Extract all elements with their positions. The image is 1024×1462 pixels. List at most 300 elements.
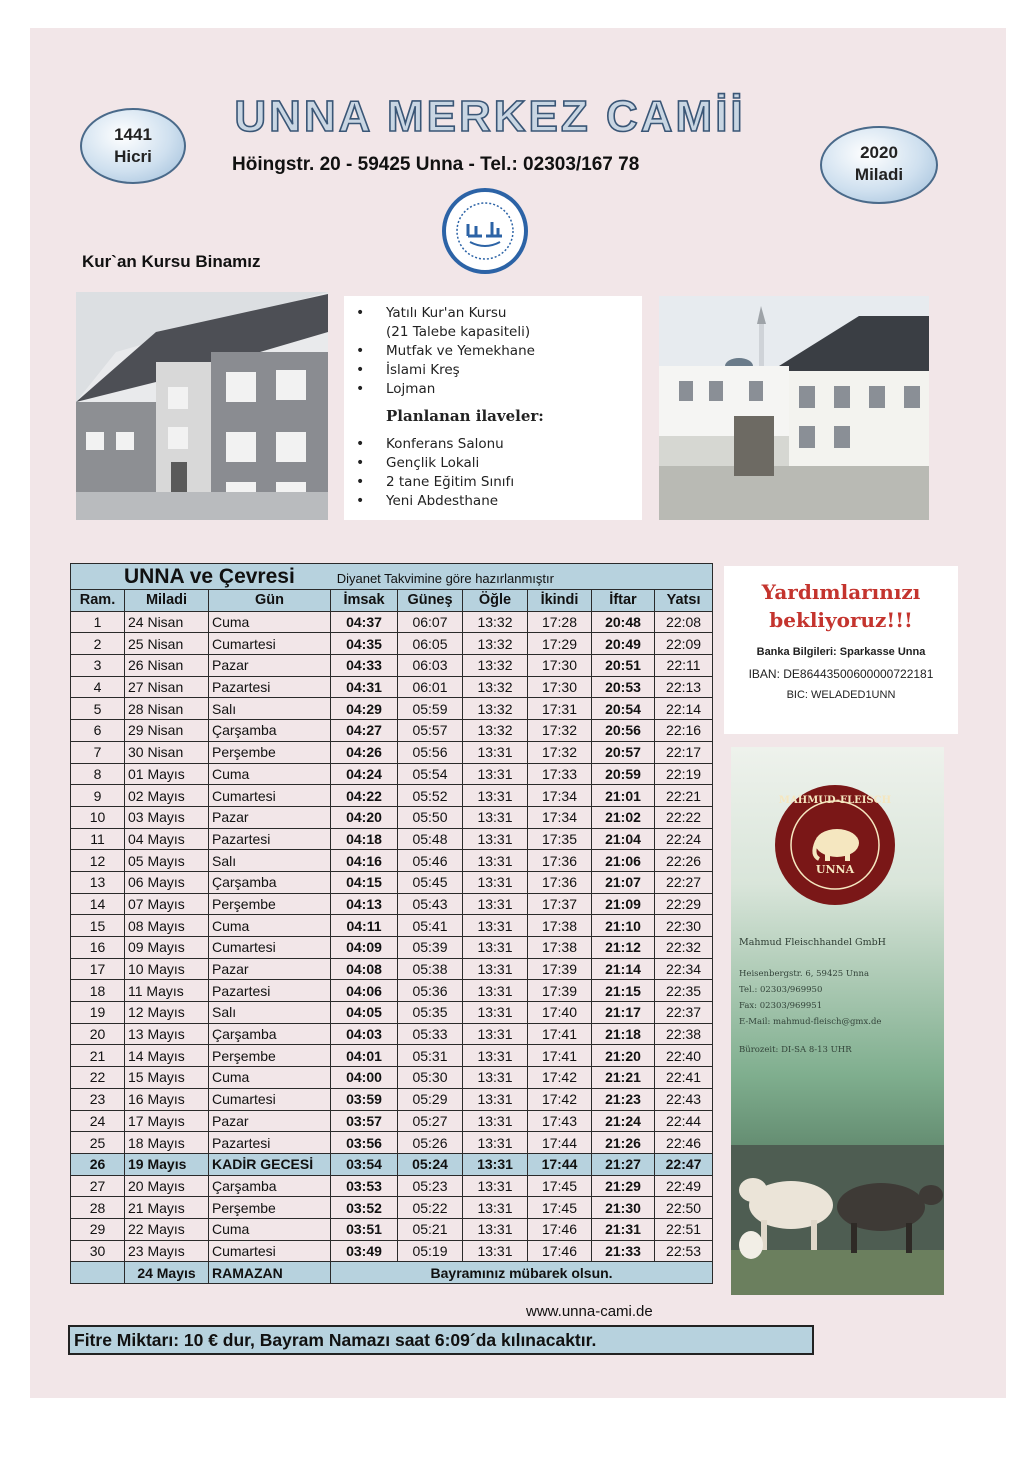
planned-list [344,435,642,511]
cell-ikindi: 17:46 [528,1240,592,1262]
table-title: UNNA ve Çevresi [124,564,295,588]
cell-weekday: Cuma [209,1218,331,1240]
butcher-hours: Bürozeit: DI-SA 8-13 UHR [739,1045,852,1055]
cell-date: 09 Mayıs [125,937,209,959]
cell-weekday: Salı [209,850,331,872]
cell-yatsi: 22:49 [655,1175,713,1197]
cell-ikindi: 17:35 [528,828,592,850]
cell-date: 30 Nisan [125,741,209,763]
donation-box [724,566,958,734]
cell-weekday: Çarşamba [209,720,331,742]
cell-weekday: Cumartesi [209,1088,331,1110]
cell-ogle: 13:31 [463,937,528,959]
cell-ramazan-day: 18 [71,980,125,1002]
cell-ramazan-day: 17 [71,958,125,980]
table-subtitle: Diyanet Takvimine göre hazırlanmıştır [336,570,554,586]
cell-ramazan-day: 20 [71,1023,125,1045]
cell-yatsi: 22:38 [655,1023,713,1045]
cell-ogle: 13:32 [463,633,528,655]
cell-iftar: 21:29 [592,1175,655,1197]
butcher-advertisement [731,747,944,1295]
cell-ramazan-day: 5 [71,698,125,720]
cell-ogle: 13:31 [463,893,528,915]
cell-ikindi: 17:46 [528,1218,592,1240]
cell-weekday: Cumartesi [209,785,331,807]
cell-iftar: 21:21 [592,1067,655,1089]
cell-date: 16 Mayıs [125,1088,209,1110]
planned-item: • Yeni Abdesthane [386,492,642,511]
cell-ikindi: 17:42 [528,1088,592,1110]
cell-iftar: 20:56 [592,720,655,742]
cell-ramazan-day: 15 [71,915,125,937]
col-header-ikindi: İkindi [528,590,592,612]
feature-item: • Lojman [386,380,642,399]
cell-imsak: 03:51 [331,1218,398,1240]
cell-imsak: 03:49 [331,1240,398,1262]
page-title: UNNA MERKEZ CAMİİ [234,92,746,141]
cell-ramazan-day: 29 [71,1218,125,1240]
cell-gunes: 05:56 [398,741,463,763]
cell-gunes: 05:59 [398,698,463,720]
cell-ramazan-day: 4 [71,676,125,698]
cell-ogle: 13:31 [463,1088,528,1110]
cell-iftar: 21:01 [592,785,655,807]
cell-yatsi: 22:08 [655,611,713,633]
cell-weekday: Cumartesi [209,1240,331,1262]
cell-yatsi: 22:19 [655,763,713,785]
bank-bic: BIC: WELADED1UNN [786,689,896,701]
cell-date: 14 Mayıs [125,1045,209,1067]
cell-iftar: 20:54 [592,698,655,720]
table-caption [71,564,713,590]
cell-gunes: 05:36 [398,980,463,1002]
hicri-label: Hicri [114,147,152,166]
cell-ogle: 13:32 [463,611,528,633]
final-row-empty [71,1262,125,1284]
cell-weekday: Perşembe [209,1045,331,1067]
mosque-address: Höingstr. 20 - 59425 Unna - Tel.: 02303/167 78 [232,154,640,175]
cell-ikindi: 17:36 [528,871,592,893]
table-row [71,1002,713,1024]
cell-ogle: 13:31 [463,785,528,807]
cell-ikindi: 17:30 [528,676,592,698]
mosque-photo [659,296,929,520]
cell-gunes: 05:45 [398,871,463,893]
cell-imsak: 04:05 [331,1002,398,1024]
col-header-imsak: İmsak [331,590,398,612]
cell-date: 17 Mayıs [125,1110,209,1132]
col-header-ogle: Öğle [463,590,528,612]
cell-date: 03 Mayıs [125,806,209,828]
table-body [71,611,713,1262]
cell-yatsi: 22:32 [655,937,713,959]
cell-imsak: 04:01 [331,1045,398,1067]
cell-date: 15 Mayıs [125,1067,209,1089]
cell-date: 02 Mayıs [125,785,209,807]
cell-ikindi: 17:44 [528,1153,592,1175]
cell-yatsi: 22:27 [655,871,713,893]
cell-ikindi: 17:38 [528,915,592,937]
cell-date: 18 Mayıs [125,1132,209,1154]
donation-heading-line2: bekliyoruz!!! [769,608,913,632]
cell-ikindi: 17:34 [528,806,592,828]
cell-weekday: Cuma [209,1067,331,1089]
planned-item: • Gençlik Lokali [386,454,642,473]
cell-imsak: 03:54 [331,1153,398,1175]
cell-weekday: Pazartesi [209,980,331,1002]
cell-gunes: 06:05 [398,633,463,655]
table-row [71,1132,713,1154]
cell-yatsi: 22:21 [655,785,713,807]
cell-gunes: 05:21 [398,1218,463,1240]
cell-gunes: 05:50 [398,806,463,828]
butcher-brand: MAHMUD-FLEISCH [778,795,892,806]
miladi-year: 2020 [860,143,898,162]
cell-ikindi: 17:28 [528,611,592,633]
cell-gunes: 05:19 [398,1240,463,1262]
cell-date: 06 Mayıs [125,871,209,893]
cell-iftar: 21:14 [592,958,655,980]
table-row [71,937,713,959]
cell-weekday: Çarşamba [209,1175,331,1197]
table-row [71,1218,713,1240]
miladi-year-badge [820,126,938,204]
cell-ramazan-day: 9 [71,785,125,807]
cell-imsak: 03:57 [331,1110,398,1132]
cell-iftar: 20:53 [592,676,655,698]
cell-ramazan-day: 24 [71,1110,125,1132]
cell-weekday: Pazartesi [209,676,331,698]
cell-gunes: 05:27 [398,1110,463,1132]
cell-ogle: 13:31 [463,806,528,828]
final-row-message: Bayramınız mübarek olsun. [331,1262,713,1284]
cell-iftar: 21:23 [592,1088,655,1110]
cell-iftar: 21:12 [592,937,655,959]
cell-ogle: 13:32 [463,698,528,720]
fitre-notice: Fitre Miktarı: 10 € dur, Bayram Namazı saat 6:09´da kılınacaktır. [68,1325,814,1355]
planned-item: • Konferans Salonu [386,435,642,454]
cell-imsak: 04:20 [331,806,398,828]
table-row [71,720,713,742]
cell-date: 24 Nisan [125,611,209,633]
cell-iftar: 21:09 [592,893,655,915]
table-row [71,1240,713,1262]
mammoth-icon [775,785,895,905]
table-row [71,655,713,677]
hicri-year-badge [80,108,186,184]
cell-ramazan-day: 1 [71,611,125,633]
cell-date: 25 Nisan [125,633,209,655]
table-row [71,1175,713,1197]
miladi-label: Miladi [854,165,904,184]
cell-ikindi: 17:41 [528,1045,592,1067]
col-header-yatsi: Yatsı [655,590,713,612]
cell-yatsi: 22:29 [655,893,713,915]
cell-yatsi: 22:41 [655,1067,713,1089]
bank-iban: IBAN: DE86443500600000722181 [748,667,934,681]
cell-yatsi: 22:53 [655,1240,713,1262]
butcher-logo [775,785,895,905]
cell-ogle: 13:31 [463,828,528,850]
cell-ogle: 13:31 [463,1132,528,1154]
cell-ogle: 13:31 [463,871,528,893]
table-row [71,828,713,850]
cell-weekday: Salı [209,1002,331,1024]
cell-weekday: Cumartesi [209,937,331,959]
cell-ogle: 13:31 [463,915,528,937]
cell-ikindi: 17:40 [528,1002,592,1024]
features-list [344,304,642,399]
cell-ramazan-day: 19 [71,1002,125,1024]
cell-imsak: 04:11 [331,915,398,937]
cell-weekday: Pazar [209,1110,331,1132]
butcher-phone: Tel.: 02303/969950 [739,985,823,995]
cell-yatsi: 22:51 [655,1218,713,1240]
cell-imsak: 04:37 [331,611,398,633]
cell-ikindi: 17:38 [528,937,592,959]
cell-weekday: Cumartesi [209,633,331,655]
cell-gunes: 05:41 [398,915,463,937]
cell-date: 21 Mayıs [125,1197,209,1219]
cell-yatsi: 22:26 [655,850,713,872]
cell-imsak: 03:53 [331,1175,398,1197]
cell-ikindi: 17:42 [528,1067,592,1089]
cell-gunes: 05:54 [398,763,463,785]
table-row [71,763,713,785]
cell-date: 10 Mayıs [125,958,209,980]
cell-ikindi: 17:43 [528,1110,592,1132]
col-header-gunes: Güneş [398,590,463,612]
cell-ramazan-day: 22 [71,1067,125,1089]
cell-ramazan-day: 23 [71,1088,125,1110]
cell-ogle: 13:31 [463,1175,528,1197]
planned-item: • 2 tane Eğitim Sınıfı [386,473,642,492]
cell-ogle: 13:31 [463,741,528,763]
cell-yatsi: 22:17 [655,741,713,763]
cell-yatsi: 22:09 [655,633,713,655]
cell-gunes: 05:23 [398,1175,463,1197]
cell-ikindi: 17:30 [528,655,592,677]
cell-date: 23 Mayıs [125,1240,209,1262]
cell-gunes: 06:01 [398,676,463,698]
cell-date: 20 Mayıs [125,1175,209,1197]
cell-imsak: 03:59 [331,1088,398,1110]
table-row [71,1088,713,1110]
prayer-times-table [70,563,713,1284]
cell-ramazan-day: 21 [71,1045,125,1067]
cell-gunes: 05:30 [398,1067,463,1089]
cell-yatsi: 22:16 [655,720,713,742]
butcher-address: Heisenbergstr. 6, 59425 Unna [739,969,870,979]
cell-yatsi: 22:44 [655,1110,713,1132]
cell-weekday: Pazar [209,655,331,677]
bank-name: Banka Bilgileri: Sparkasse Unna [756,646,926,658]
cell-ramazan-day: 28 [71,1197,125,1219]
planned-heading: Planlanan ilaveler: [386,407,544,425]
cell-iftar: 21:20 [592,1045,655,1067]
cell-imsak: 04:06 [331,980,398,1002]
cell-ikindi: 17:34 [528,785,592,807]
cell-ogle: 13:32 [463,676,528,698]
cell-ramazan-day: 14 [71,893,125,915]
cell-iftar: 21:24 [592,1110,655,1132]
cell-yatsi: 22:43 [655,1088,713,1110]
cell-iftar: 21:15 [592,980,655,1002]
diyanet-logo [442,188,528,274]
cell-date: 12 Mayıs [125,1002,209,1024]
cell-ramazan-day: 10 [71,806,125,828]
cell-gunes: 05:35 [398,1002,463,1024]
cell-ogle: 13:31 [463,1067,528,1089]
table-row [71,1067,713,1089]
cell-weekday: Salı [209,698,331,720]
cell-iftar: 21:30 [592,1197,655,1219]
table-row [71,893,713,915]
table-row [71,698,713,720]
cell-ogle: 13:31 [463,1110,528,1132]
table-row [71,806,713,828]
cell-yatsi: 22:37 [655,1002,713,1024]
cell-ogle: 13:31 [463,980,528,1002]
cell-gunes: 06:07 [398,611,463,633]
cell-ogle: 13:32 [463,720,528,742]
table-row [71,958,713,980]
butcher-company: Mahmud Fleischhandel GmbH [739,937,886,948]
cell-iftar: 21:33 [592,1240,655,1262]
cell-gunes: 05:24 [398,1153,463,1175]
cell-ikindi: 17:45 [528,1175,592,1197]
cell-ramazan-day: 3 [71,655,125,677]
donation-heading [724,578,958,634]
cell-ikindi: 17:32 [528,741,592,763]
cell-ramazan-day: 27 [71,1175,125,1197]
cell-weekday: Pazartesi [209,1132,331,1154]
cell-imsak: 04:35 [331,633,398,655]
cell-ikindi: 17:39 [528,980,592,1002]
cell-date: 08 Mayıs [125,915,209,937]
table-row [71,1023,713,1045]
table-row [71,1153,713,1175]
cell-ramazan-day: 6 [71,720,125,742]
cell-gunes: 05:46 [398,850,463,872]
table-row [71,633,713,655]
cell-ikindi: 17:32 [528,720,592,742]
cell-imsak: 04:08 [331,958,398,980]
cell-imsak: 04:16 [331,850,398,872]
cell-date: 13 Mayıs [125,1023,209,1045]
hicri-year: 1441 [114,125,152,144]
cell-yatsi: 22:30 [655,915,713,937]
cell-date: 01 Mayıs [125,763,209,785]
cell-gunes: 05:48 [398,828,463,850]
cell-ramazan-day: 30 [71,1240,125,1262]
cell-ramazan-day: 11 [71,828,125,850]
cell-weekday: Çarşamba [209,871,331,893]
cell-yatsi: 22:24 [655,828,713,850]
cell-ramazan-day: 26 [71,1153,125,1175]
building-features-box [344,296,642,520]
cell-iftar: 21:27 [592,1153,655,1175]
cell-ikindi: 17:36 [528,850,592,872]
cell-weekday: Pazartesi [209,828,331,850]
cell-weekday: Cuma [209,611,331,633]
cell-date: 27 Nisan [125,676,209,698]
cell-ogle: 13:31 [463,1045,528,1067]
cell-iftar: 20:57 [592,741,655,763]
cell-ikindi: 17:37 [528,893,592,915]
cell-weekday: Cuma [209,915,331,937]
cell-ramazan-day: 2 [71,633,125,655]
cell-iftar: 21:04 [592,828,655,850]
cell-ramazan-day: 12 [71,850,125,872]
cell-ogle: 13:31 [463,1197,528,1219]
cell-iftar: 21:02 [592,806,655,828]
cell-imsak: 04:00 [331,1067,398,1089]
cell-date: 26 Nisan [125,655,209,677]
table-header-row [71,590,713,612]
cell-yatsi: 22:46 [655,1132,713,1154]
cell-ikindi: 17:31 [528,698,592,720]
cell-weekday: KADİR GECESİ [209,1153,331,1175]
table-row [71,915,713,937]
website-link[interactable]: www.unna-cami.de [526,1303,653,1320]
butcher-email: E-Mail: mahmud-fleisch@gmx.de [739,1017,882,1027]
cell-ikindi: 17:45 [528,1197,592,1219]
cell-ogle: 13:31 [463,1002,528,1024]
final-row-date: 24 Mayıs [125,1262,209,1284]
cell-imsak: 04:13 [331,893,398,915]
cell-iftar: 21:26 [592,1132,655,1154]
cell-date: 19 Mayıs [125,1153,209,1175]
butcher-fax: Fax: 02303/969951 [739,1001,823,1011]
cell-imsak: 04:33 [331,655,398,677]
cell-weekday: Perşembe [209,1197,331,1219]
cell-imsak: 04:03 [331,1023,398,1045]
table-row [71,980,713,1002]
cell-yatsi: 22:40 [655,1045,713,1067]
table-row [71,741,713,763]
cell-iftar: 21:31 [592,1218,655,1240]
table-row [71,676,713,698]
table-row [71,1197,713,1219]
cell-yatsi: 22:47 [655,1153,713,1175]
cell-imsak: 04:31 [331,676,398,698]
cell-ramazan-day: 8 [71,763,125,785]
cell-imsak: 04:18 [331,828,398,850]
final-row-label: RAMAZAN [209,1262,331,1284]
cell-yatsi: 22:35 [655,980,713,1002]
cell-yatsi: 22:14 [655,698,713,720]
cattle-photo [731,1145,944,1295]
cell-date: 05 Mayıs [125,850,209,872]
cell-ikindi: 17:33 [528,763,592,785]
cell-imsak: 03:52 [331,1197,398,1219]
cell-gunes: 05:26 [398,1132,463,1154]
cell-date: 22 Mayıs [125,1218,209,1240]
cell-iftar: 21:18 [592,1023,655,1045]
table-row [71,1110,713,1132]
cell-iftar: 21:06 [592,850,655,872]
cell-ikindi: 17:29 [528,633,592,655]
cell-gunes: 05:57 [398,720,463,742]
table-row [71,785,713,807]
cell-weekday: Pazar [209,958,331,980]
table-row [71,1045,713,1067]
cell-iftar: 21:07 [592,871,655,893]
cell-imsak: 04:29 [331,698,398,720]
cell-imsak: 04:15 [331,871,398,893]
cell-imsak: 04:24 [331,763,398,785]
